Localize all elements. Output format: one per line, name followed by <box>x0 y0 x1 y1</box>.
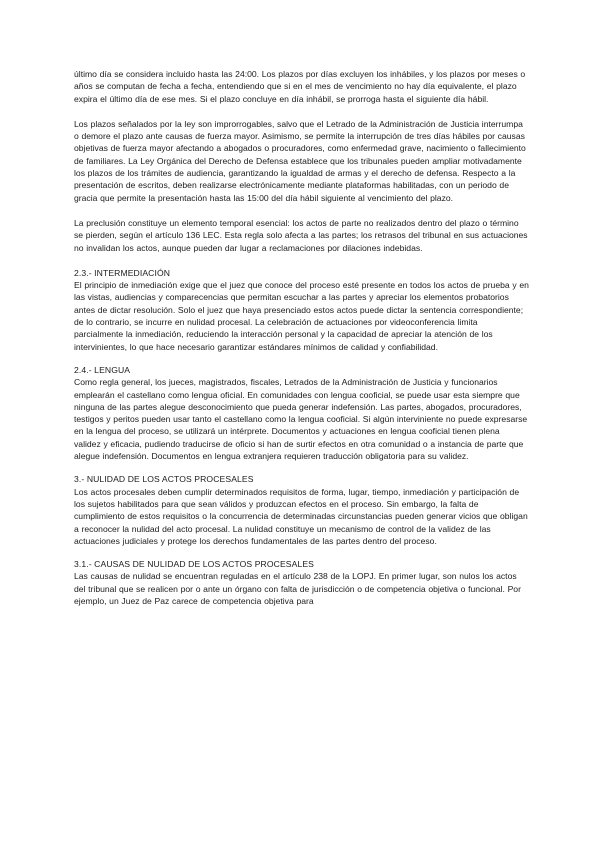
paragraph-plazos-improrrogables: Los plazos señalados por la ley son improrrogables, salvo que el Letrado de la Administración de Justicia interrumpa o demore el plazo ante causas de fuerza mayor. Asimismo, se permite la interrupción de tres días hábiles por causas objetivas de fuerza mayor afectando a abogados o procuradores, como enfermedad grave, nacimiento o fallecimiento de familiares. La Ley Orgánica del Derecho de Defensa establece que los tribunales pueden ampliar motivadamente los plazos de los trámites de audiencia, garantizando la igualdad de armas y el derecho de defensa. Respecto a la presentación de escritos, deben realizarse electrónicamente mediante plataformas habilitadas, con un periodo de gracia que permite la presentación hasta las 15:00 del día hábil siguiente al vencimiento del plazo. <box>74 118 526 203</box>
document-page <box>74 68 529 618</box>
section-body: Los actos procesales deben cumplir determinados requisitos de forma, lugar, tiempo, inmediación y participación de los sujetos habilitados para que sean válidos y produzcan efectos en el proceso. Sin embargo, la falta de cumplimiento de estos requisitos o la concurrencia de determinadas circunstancias pueden generar vicios que obligan a reconocer la nulidad del acto procesal. La nulidad constituye un mecanismo de control de la validez de las actuaciones judiciales y protege los derechos fundamentales de las partes dentro del proceso. <box>74 486 528 546</box>
section-causas-nulidad <box>74 558 529 607</box>
paragraph-plazos-computo: último día se considera incluido hasta las 24:00. Los plazos por días excluyen los inhábiles, y los plazos por meses o años se computan de fecha a fecha, entendiendo que si en el mes de vencimiento no hay día equivalente, el plazo expira el último día de ese mes. Si el plazo concluye en día inhábil, se prorroga hasta el siguiente día hábil. <box>74 69 526 104</box>
section-heading: 2.3.- INTERMEDIACIÓN <box>74 267 171 278</box>
section-heading: 2.4.- LENGUA <box>74 364 131 375</box>
section-body: El principio de inmediación exige que el juez que conoce del proceso esté presente en todos los actos de prueba y en las vistas, audiencias y comparecencias que permitan escuchar a las partes y apreciar los elementos probatorios antes de dictar resolución. Solo el juez que haya presenciado estos actos puede dictar la sentencia correspondiente; de lo contrario, se incurre en nulidad procesal. La celebración de actuaciones por videoconferencia limita parcialmente la inmediación, reduciendo la interacción personal y la capacidad de apreciar la atención de los intervinientes, lo que hace necesario garantizar estándares mínimos de calidad y confiabilidad. <box>74 280 529 352</box>
paragraph-preclusion: La preclusión constituye un elemento temporal esencial: los actos de parte no realizados dentro del plazo o término se pierden, según el artículo 136 LEC. Esta regla solo afecta a las partes; los retrasos del tribunal en sus actuaciones no invalidan los actos, aunque pueden dar lugar a reclamaciones por dilaciones indebidas. <box>74 217 528 253</box>
section-heading: 3.1.- CAUSAS DE NULIDAD DE LOS ACTOS PROCESALES <box>74 559 314 570</box>
section-lengua <box>74 364 529 462</box>
section-nulidad <box>74 473 529 547</box>
section-body: Como regla general, los jueces, magistrados, fiscales, Letrados de la Administración de Justicia y funcionarios emplearán el castellano como lengua oficial. En comunidades con lengua cooficial, se puede usar esta siempre que ninguna de las partes alegue desconocimiento que pueda generar indefensión. Las partes, abogados, procuradores, testigos y peritos pueden usar tanto el castellano como la lengua cooficial. Si algún interviniente no puede expresarse en la lengua del proceso, se utilizará un intérprete. Documentos y actuaciones en lengua cooficial tienen plena validez y eficacia, pudiendo traducirse de oficio si han de surtir efectos en otra comunidad o a instancia de parte que alegue indefensión. Documentos en lengua extranjera requieren traducción obligatoria para su validez. <box>74 377 528 462</box>
section-heading: 3.- NULIDAD DE LOS ACTOS PROCESALES <box>74 474 254 485</box>
section-body: Las causas de nulidad se encuentran reguladas en el artículo 238 de la LOPJ. En primer lugar, son nulos los actos del tribunal que se realicen por o ante un órgano con falta de jurisdicción o de competencia objetiva o funcional. Por ejemplo, un Juez de Paz carece de competencia objetiva para <box>74 571 521 606</box>
section-intermediacion <box>74 267 529 353</box>
